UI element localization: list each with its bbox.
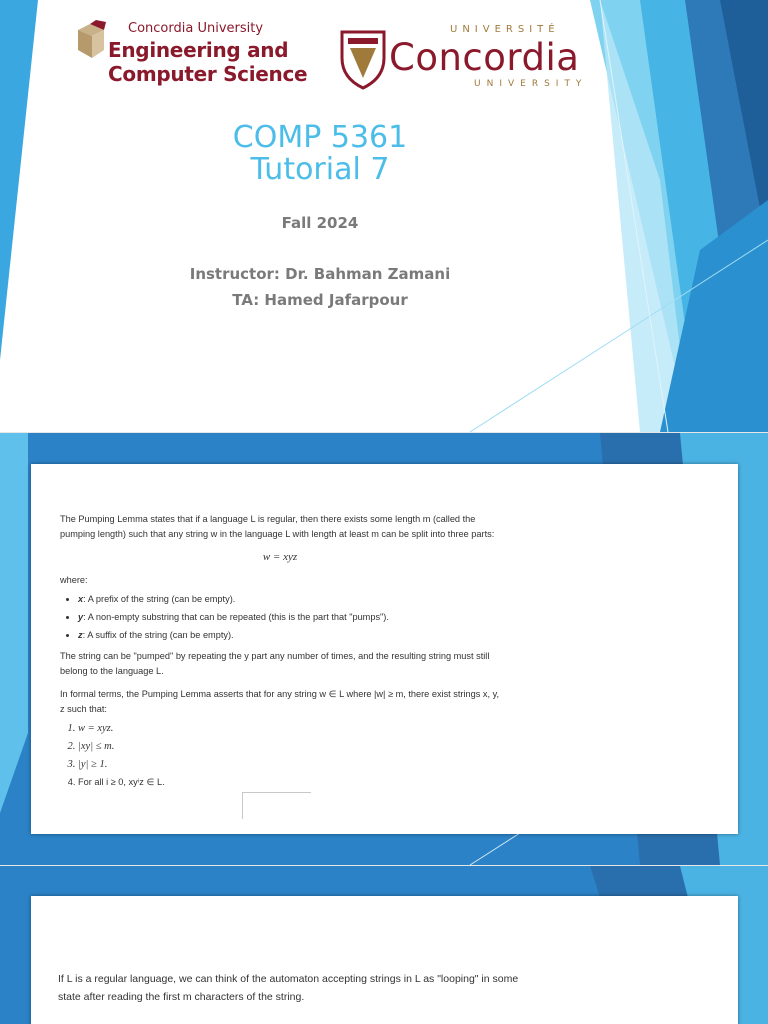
pumping-lemma-slide [0, 433, 768, 865]
ta-label: TA: Hamed Jafarpour [232, 291, 408, 309]
automaton-paragraph: If L is a regular language, we can think of the automaton accepting strings in L as "looping" in some state after reading the first m characters of the string. [58, 973, 519, 1003]
where-label: where: [60, 575, 88, 585]
empty-frame [242, 792, 311, 819]
title-slide [0, 0, 768, 432]
part-term: y [78, 612, 84, 622]
pumping-lemma-text [60, 512, 500, 796]
course-code: COMP 5361 [232, 120, 408, 155]
automaton-slide [0, 866, 768, 1024]
faculty-name-line1: Engineering and [108, 38, 289, 62]
list-item: 3. |y| ≥ 1. [78, 757, 500, 772]
part-term: z [78, 630, 83, 640]
term-label: Fall 2024 [281, 214, 359, 232]
faculty-name-line2: Computer Science [108, 62, 308, 86]
list-item [78, 610, 500, 625]
content-card [31, 464, 738, 834]
part-description: : A non-empty substring that can be repeated (this is the part that "pumps"). [83, 612, 389, 622]
split-formula: w = xyz [262, 551, 298, 563]
shield-icon [340, 28, 386, 90]
list-item [78, 592, 500, 607]
engineering-faculty-logo [76, 18, 316, 88]
list-item: 4. For all i ≥ 0, xyⁱz ∈ L. [78, 775, 500, 790]
instructor-label: Instructor: Dr. Bahman Zamani [189, 265, 451, 283]
list-item [78, 628, 500, 643]
logo-university-text: UNIVERSITY [474, 79, 588, 89]
pumped-paragraph: The string can be "pumped" by repeating the y part any number of times, and the resulting string must still belong to the language L. [60, 651, 490, 676]
list-item: 1. w = xyz. [78, 721, 500, 736]
part-term: x [78, 594, 84, 604]
logo-universite-text: UNIVERSITÉ [450, 24, 560, 35]
concordia-university-logo [340, 24, 600, 94]
slide-title [120, 122, 520, 186]
logo-concordia-text: Concordia [389, 36, 580, 79]
content-card [31, 896, 738, 1024]
list-item: 2. |xy| ≤ m. [78, 739, 500, 754]
tutorial-number: Tutorial 7 [250, 152, 390, 187]
faculty-university-name: Concordia University [128, 21, 264, 36]
part-description: : A prefix of the string (can be empty). [83, 594, 236, 604]
intro-paragraph: The Pumping Lemma states that if a language L is regular, then there exists some length m (called the pumping length) such that any string w in the language L with length at least m can be split into three parts: [60, 514, 495, 539]
formal-paragraph: In formal terms, the Pumping Lemma asserts that for any string w ∈ L where |w| ≥ m, there exist strings x, y, z such that: [60, 689, 500, 714]
part-description: : A suffix of the string (can be empty). [82, 630, 234, 640]
cube-logo-icon [76, 20, 106, 60]
parts-list [60, 592, 500, 643]
conditions-list [60, 721, 500, 790]
